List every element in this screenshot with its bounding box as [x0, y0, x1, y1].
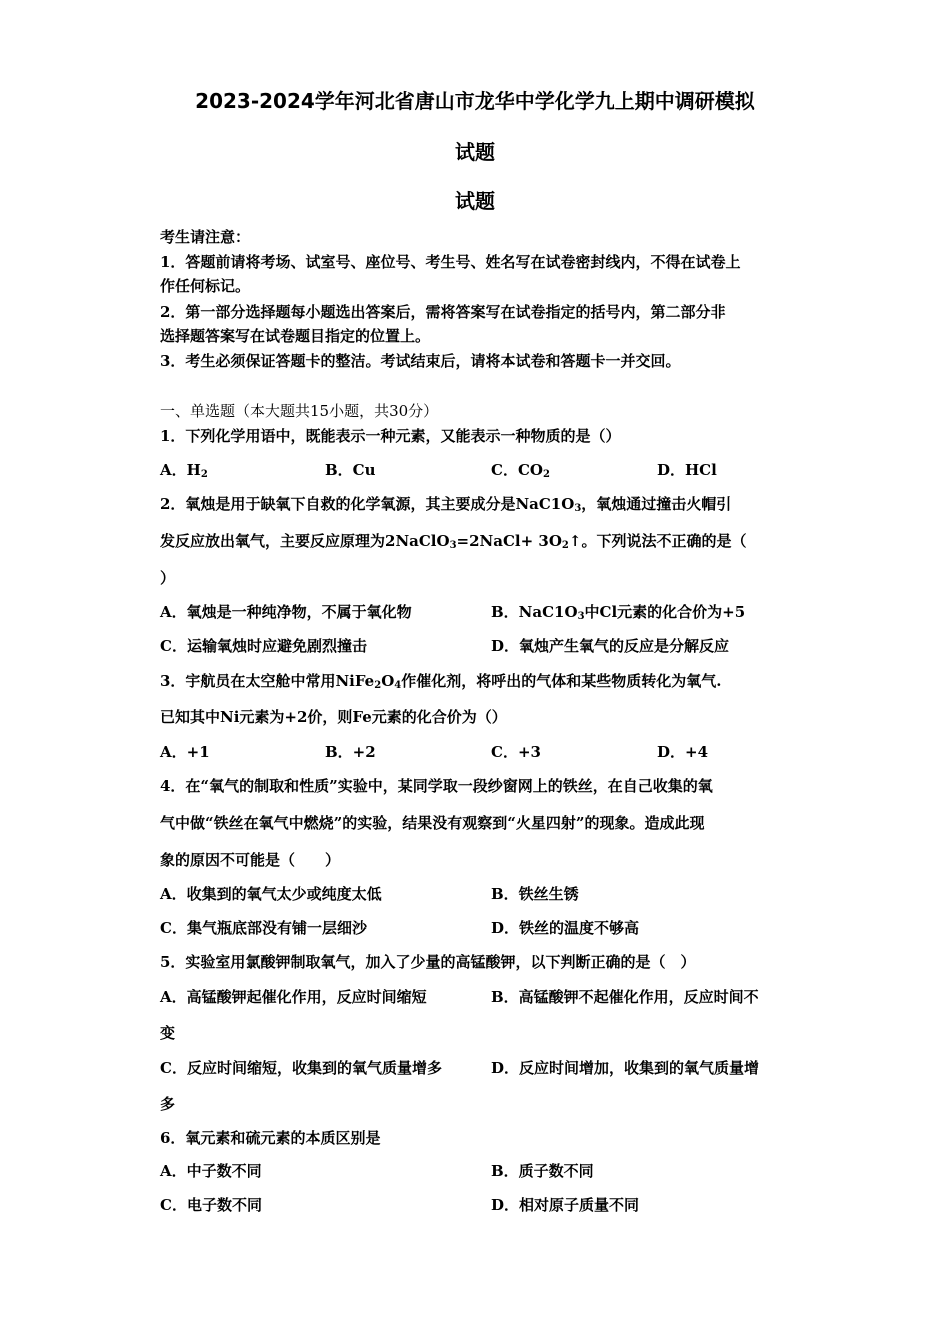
- question-2-option-d: D．氧烛产生氧气的反应是分解反应: [491, 637, 730, 655]
- question-2-stem-line-2: 发反应放出氧气，主要反应原理为2NaClO$_3$=2NaCl+ $3O_2↑$。下列说法不正确的是（: [160, 532, 747, 551]
- question-5-option-d-line-1: D．反应时间增加，收集到的氧气质量增: [491, 1059, 760, 1077]
- question-5-option-d-line-2: 多: [160, 1095, 176, 1113]
- question-4-option-b: B．铁丝生锈: [491, 885, 579, 903]
- question-1-option-a: A．$H_2$: [160, 461, 208, 480]
- question-4-option-d: D．铁丝的温度不够高: [491, 919, 640, 937]
- question-3-option-c: C．+3: [491, 743, 541, 761]
- exam-title-line2: 试题: [455, 140, 495, 164]
- question-1-option-d: D．HCl: [657, 461, 717, 479]
- question-3-stem-line-2: 已知其中Ni元素为+2价，则Fe元素的化合价为（）: [160, 708, 507, 726]
- question-2-stem-line-3: ）: [160, 569, 176, 587]
- question-3-stem-line-1: 3．宇航员在太空舱中常用$NiFe_2O_4$作催化剂，将呼出的气体和某些物质转化为氧气.: [160, 672, 722, 691]
- question-3-option-b: B．+2: [325, 743, 376, 761]
- question-3-option-a: A．+1: [160, 743, 210, 761]
- question-6-option-c: C．电子数不同: [160, 1196, 262, 1214]
- question-1-stem: 1．下列化学用语中，既能表示一种元素，又能表示一种物质的是（）: [160, 427, 621, 445]
- question-5-option-a: A．高锰酸钾起催化作用，反应时间缩短: [160, 988, 427, 1006]
- question-5-option-c: C．反应时间缩短，收集到的氧气质量增多: [160, 1059, 442, 1077]
- notice-item-2-line-1: 2．第一部分选择题每小题选出答案后，需将答案写在试卷指定的括号内，第二部分非: [160, 303, 726, 321]
- question-5-option-b-line-2: 变: [160, 1024, 176, 1042]
- notice-item-3: 3．考生必须保证答题卡的整洁。考试结束后，请将本试卷和答题卡一并交回。: [160, 352, 681, 370]
- question-4-option-c: C．集气瓶底部没有铺一层细沙: [160, 919, 367, 937]
- question-6-option-a: A．中子数不同: [160, 1162, 262, 1180]
- question-5-option-b-line-1: B．高锰酸钾不起催化作用，反应时间不: [491, 988, 759, 1006]
- question-4-stem-line-1: 4．在“氧气的制取和性质”实验中，某同学取一段纱窗网上的铁丝，在自己收集的氧: [160, 777, 713, 795]
- question-4-option-a: A．收集到的氧气太少或纯度太低: [160, 885, 382, 903]
- question-3-option-d: D．+4: [657, 743, 709, 761]
- exam-title-line1: 2023-2024学年河北省唐山市龙华中学化学九上期中调研模拟: [195, 89, 755, 113]
- notice-item-2-line-2: 选择题答案写在试卷题目指定的位置上。: [160, 327, 431, 345]
- question-6-option-d: D．相对原子质量不同: [491, 1196, 640, 1214]
- notice-item-1-line-2: 作任何标记。: [160, 277, 251, 295]
- question-6-option-b: B．质子数不同: [491, 1162, 594, 1180]
- question-1-option-b: B．Cu: [325, 461, 376, 479]
- notice-item-1-line-1: 1．答题前请将考场、试室号、座位号、考生号、姓名写在试卷密封线内，不得在试卷上: [160, 253, 741, 271]
- question-1-option-c: C．$CO_2$: [491, 461, 550, 480]
- question-4-stem-line-3: 象的原因不可能是（ ）: [160, 851, 341, 869]
- notice-heading: 考生请注意：: [160, 228, 251, 246]
- section-heading: 一、单选题（本大题共15小题，共30分）: [160, 402, 439, 420]
- question-2-option-b: B．$NaC1O_3$中Cl元素的化合价为+5: [491, 603, 746, 622]
- question-5-stem: 5．实验室用氯酸钾制取氧气，加入了少量的高锰酸钾，以下判断正确的是（ ）: [160, 953, 696, 971]
- question-4-stem-line-2: 气中做“铁丝在氧气中燃烧”的实验，结果没有观察到“火星四射”的现象。造成此现: [160, 814, 705, 832]
- question-2-stem-line-1: 2．氧烛是用于缺氧下自救的化学氧源，其主要成分是$NaC1O_3$，氧烛通过撞击火帽引: [160, 495, 732, 514]
- exam-title-line3: 试题: [455, 189, 495, 213]
- question-6-stem: 6．氧元素和硫元素的本质区别是: [160, 1129, 381, 1147]
- question-2-option-a: A．氧烛是一种纯净物，不属于氧化物: [160, 603, 412, 621]
- question-2-option-c: C．运输氧烛时应避免剧烈撞击: [160, 637, 367, 655]
